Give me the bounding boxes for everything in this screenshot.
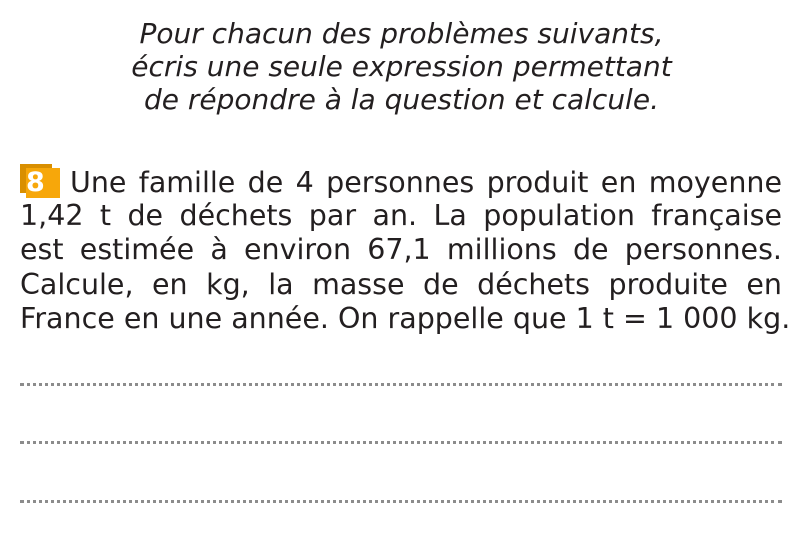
- exercise-line: France en une année. On rappelle que 1 t = 1 000 kg.: [20, 302, 791, 335]
- exercise-number: 8: [26, 168, 60, 198]
- answer-line[interactable]: [20, 383, 782, 386]
- exercise-line: est estimée à environ 67,1 millions de personnes.: [20, 233, 782, 266]
- exercise-line: Calcule, en kg, la masse de déchets produite en: [20, 267, 782, 301]
- instruction-line: écris une seule expression permettant: [131, 50, 672, 83]
- exercise-8: [20, 164, 791, 337]
- answer-line[interactable]: [20, 441, 782, 444]
- instruction-line: Pour chacun des problèmes suivants,: [139, 17, 664, 50]
- exercise-number-badge: [20, 164, 60, 196]
- instructions: [0, 17, 803, 116]
- exercise-line: [20, 164, 782, 199]
- instruction-line: de répondre à la question et calcule.: [144, 83, 659, 116]
- answer-line[interactable]: [20, 500, 782, 503]
- exercise-line: 1,42 t de déchets par an. La population française: [20, 198, 782, 232]
- exercise-text: Une famille de 4 personnes produit en moyenne: [70, 166, 782, 199]
